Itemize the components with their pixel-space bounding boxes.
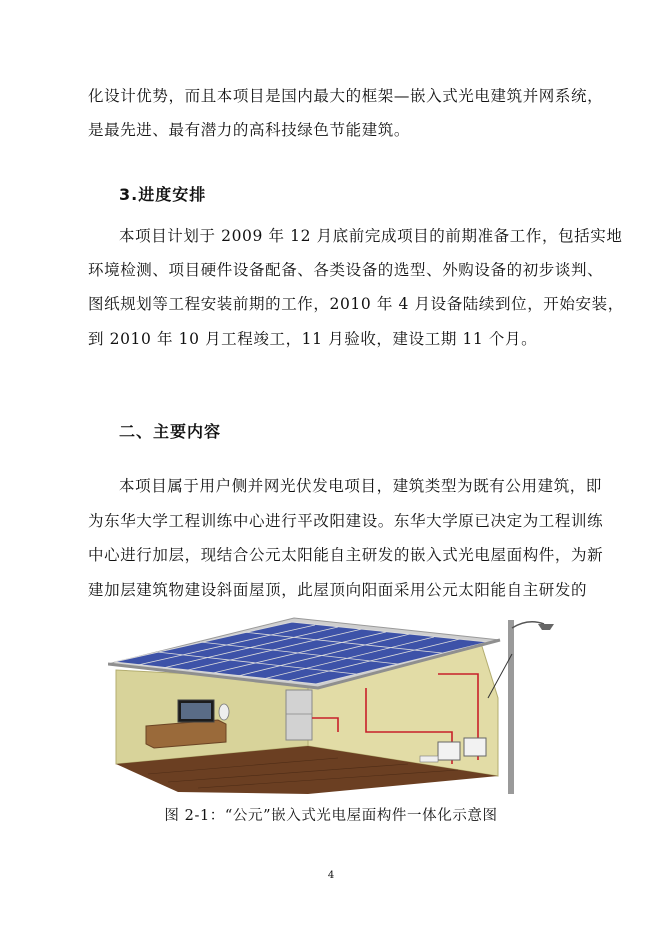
section-heading-schedule: 3.进度安排 <box>119 185 207 204</box>
text-line: 化设计优势，而且本项目是国内最大的框架—嵌入式光电建筑并网系统， <box>88 87 604 105</box>
text-line: 为东华大学工程训练中心进行平改阳建设。东华大学原已决定为工程训练 <box>88 512 604 530</box>
figure-caption: 图 2-1：“公元”嵌入式光电屋面构件一体化示意图 <box>164 808 498 824</box>
text-line: 是最先进、最有潜力的高科技绿色节能建筑。 <box>88 121 411 139</box>
power-meter <box>438 742 460 760</box>
text-line: 图纸规划等工程安装前期的工作，2010 年 4 月设备陆续到位，开始安装， <box>88 295 624 313</box>
section-heading-main-content: 二、主要内容 <box>119 422 222 441</box>
page-number: 4 <box>327 870 335 881</box>
utility-pole <box>508 620 514 794</box>
text-line: 本项目计划于 2009 年 12 月底前完成项目的前期准备工作，包括实地 <box>119 227 623 245</box>
text-line: 中心进行加层，现结合公元太阳能自主研发的嵌入式光电屋面构件，为新 <box>88 546 604 564</box>
power-meter <box>464 738 486 756</box>
text-line: 本项目属于用户侧并网光伏发电项目，建筑类型为既有公用建筑，即 <box>119 477 603 495</box>
inverter-cabinet <box>286 690 312 740</box>
solar-roof-illustration <box>108 614 560 794</box>
street-lamp-icon <box>538 624 554 630</box>
vase <box>219 704 229 720</box>
text-line: 到 2010 年 10 月工程竣工，11 月验收，建设工期 11 个月。 <box>88 330 538 348</box>
text-line: 建加层建筑物建设斜面屋顶，此屋顶向阳面采用公元太阳能自主研发的 <box>88 581 588 599</box>
text-line: 环境检测、项目硬件设备配备、各类设备的选型、外购设备的初步谈判、 <box>88 261 604 279</box>
